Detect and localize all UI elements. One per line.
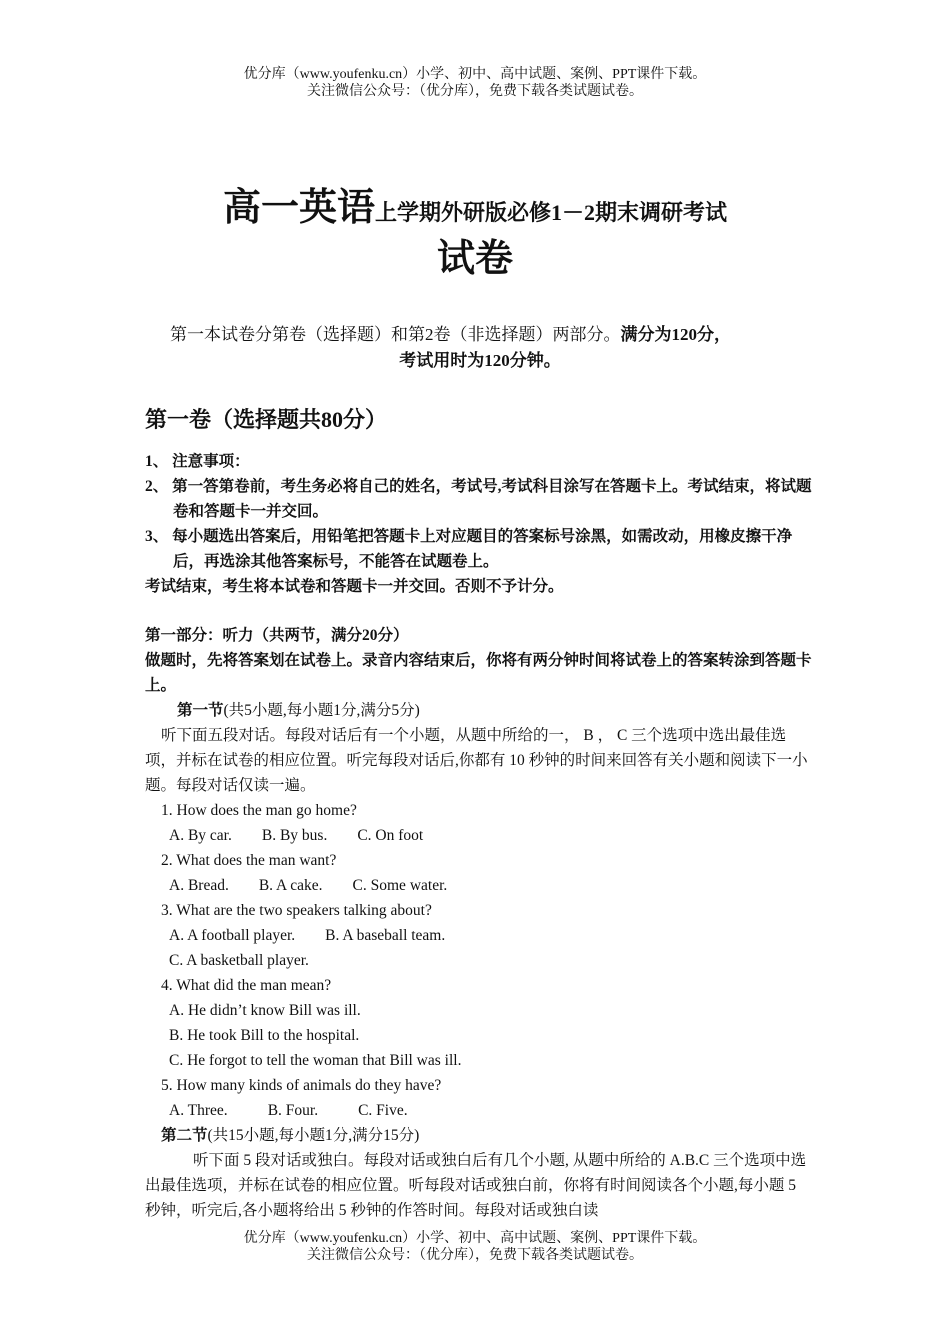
section1-label: 第一节 [177, 702, 224, 719]
section2-directions: 听下面 5 段对话或独白。每段对话或独白后有几个小题, 从题中所给的 A.B.C 三个选项中选出最佳选项，并标在试卷的相应位置。听每段对话或独白前，你将有时间阅读各个小题,每小题 5 秒钟，听完后,各小题将给出 5 秒钟的作答时间。每段对话或独白读 [145, 1152, 807, 1219]
title-main: 高一英语 [222, 187, 375, 229]
option: B. By bus. [261, 827, 328, 844]
option: B. A baseball team. [325, 927, 446, 944]
section1-directions: 听下面五段对话。每段对话后有一个小题，从题中所给的一， B ， C 三个选项中选出最佳选项，并标在试卷的相应位置。听完每段对话后,你都有 10 秒钟的时间来回答有关小题和阅读下一小题。每段对话仅读一遍。 [145, 727, 808, 794]
note-end: 考试结束，考生将本试卷和答题卡一并交回。否则不予计分。 [145, 578, 564, 595]
footer-line-1: 优分库（www.youfenku.cn）小学、初中、高中试题、案例、PPT课件下载。 [243, 1231, 707, 1246]
section1-detail: (共5小题,每小题1分,满分5分) [223, 702, 420, 719]
option: A. By car. [169, 827, 232, 844]
question-3-options-2 [145, 948, 815, 973]
question-1: 1. How does the man go home? [161, 802, 357, 819]
document-title-line2: 试卷 [436, 238, 513, 280]
title-sub: 上学期外研版必修1－2期末调研考试 [375, 200, 728, 225]
section1-heading [145, 698, 815, 723]
note-item: 3、 每小题选出答案后，用铅笔把答题卡上对应题目的答案标号涂黑，如需改动，用橡皮擦干净后，再选涂其他答案标号，不能答在试题卷上。 [145, 528, 793, 570]
option: A. A football player. [169, 927, 296, 944]
page-header [0, 66, 950, 100]
part1-instruction: 做题时，先将答案划在试卷上。录音内容结束后，你将有两分钟时间将试卷上的答案转涂到答题卡上。 [145, 652, 812, 694]
section2-heading [145, 1123, 815, 1148]
option: C. Five. [358, 1102, 408, 1119]
part1-title: 第一部分：听力（共两节，满分20分） [145, 627, 409, 644]
note-item: 2、 第一答第卷前，考生务必将自己的姓名，考试号,考试科目涂写在答题卡上。考试结束，将试题卷和答题卡一并交回。 [145, 478, 812, 520]
option: C. On foot [357, 827, 424, 844]
option: B. A cake. [258, 877, 323, 894]
page-footer [0, 1230, 950, 1264]
document-title [0, 176, 950, 231]
question-3: 3. What are the two speakers talking about? [161, 902, 432, 919]
question-3-options [145, 923, 815, 948]
option: C. Some water. [352, 877, 448, 894]
section2-detail: (共15小题,每小题1分,满分15分) [207, 1127, 420, 1144]
option: B. He took Bill to the hospital. [169, 1027, 360, 1044]
question-1-options [145, 823, 815, 848]
volume-heading: 第一卷（选择题共80分） [145, 407, 388, 432]
intro-text: 第一本试卷分第卷（选择题）和第2卷（非选择题）两部分。 [170, 325, 621, 344]
option: A. Bread. [169, 877, 229, 894]
option: C. A basketball player. [169, 952, 309, 969]
question-5-options [145, 1098, 815, 1123]
header-line-2: 关注微信公众号：（优分库），免费下载各类试题试卷。 [307, 84, 643, 99]
footer-line-2: 关注微信公众号：（优分库），免费下载各类试题试卷。 [307, 1248, 643, 1263]
section2-label: 第二节 [161, 1127, 208, 1144]
option: A. He didn’t know Bill was ill. [169, 1002, 361, 1019]
note-item: 1、 注意事项： [145, 453, 250, 470]
intro-time: 考试用时为120分钟。 [399, 351, 561, 370]
option: A. Three. [169, 1102, 228, 1119]
option: C. He forgot to tell the woman that Bill was ill. [169, 1052, 462, 1069]
exam-intro [170, 322, 830, 374]
option: B. Four. [267, 1102, 319, 1119]
question-2-options [145, 873, 815, 898]
exam-content [145, 405, 815, 1223]
header-line-1: 优分库（www.youfenku.cn）小学、初中、高中试题、案例、PPT课件下载。 [243, 67, 707, 82]
question-5: 5. How many kinds of animals do they have? [161, 1077, 442, 1094]
question-2: 2. What does the man want? [161, 852, 337, 869]
question-4: 4. What did the man mean? [161, 977, 332, 994]
intro-score: 满分为120分， [620, 325, 731, 344]
